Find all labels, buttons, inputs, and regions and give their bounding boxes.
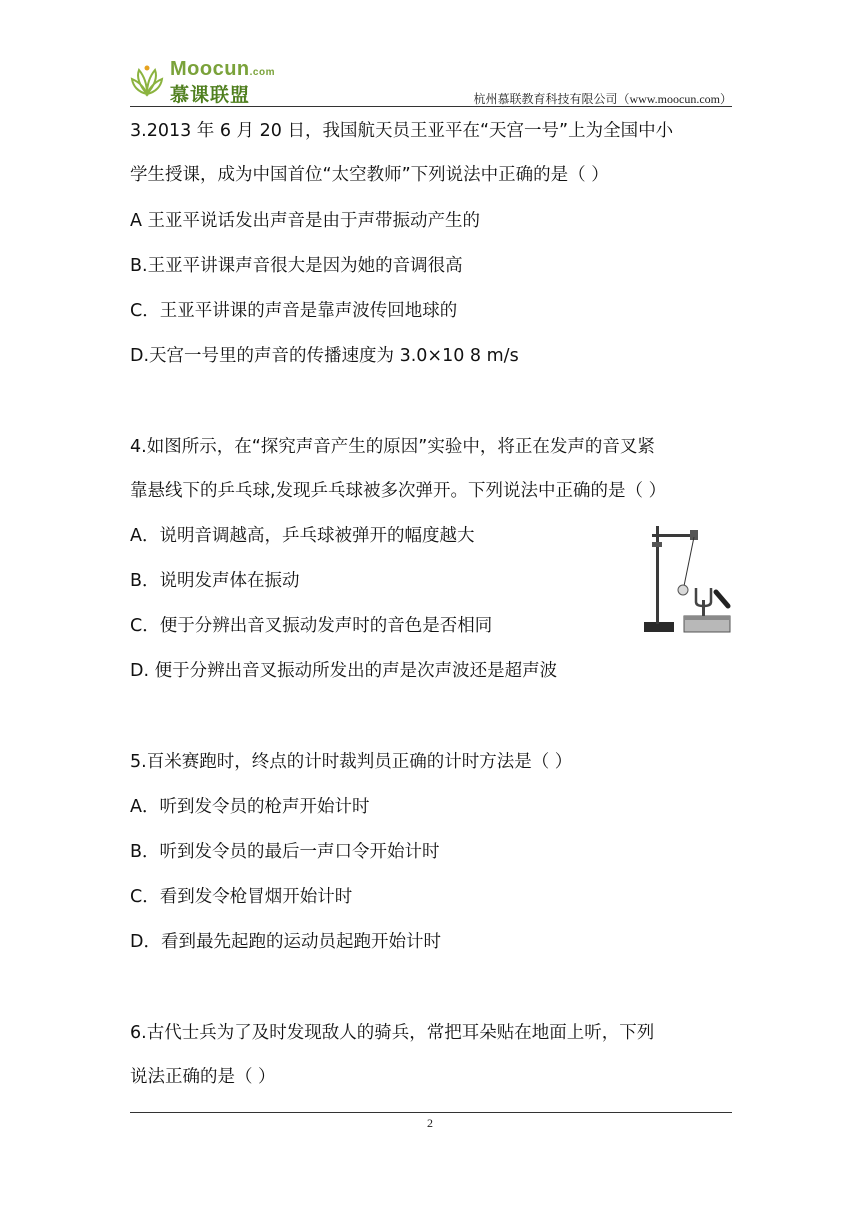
tuning-fork [702, 600, 705, 616]
question-4-option-c: C．便于分辨出音叉振动发声时的音色是否相同 [130, 616, 493, 636]
logo-wordmark: Moocun.com [170, 58, 275, 80]
header-divider [130, 106, 732, 107]
moocun-logo [130, 58, 280, 106]
question-4-text-line-1: 4.如图所示，在“探究声音产生的原因”实验中，将正在发声的音叉紧 [130, 437, 655, 457]
logo-chinese-name: 慕课联盟 [170, 84, 251, 106]
question-5-option-b: B．听到发令员的最后一声口令开始计时 [130, 842, 440, 862]
question-3-option-b: B.王亚平讲课声音很大是因为她的音调很高 [130, 256, 463, 276]
question-4-option-a: A．说明音调越高，乒乓球被弹开的幅度越大 [130, 526, 475, 546]
question-3-option-a: A 王亚平说话发出声音是由于声带振动产生的 [130, 211, 481, 231]
question-4-text-line-2: 靠悬线下的乒乓球,发现乒乓球被多次弹开。下列说法中正确的是（ ） [130, 481, 667, 501]
pendulum-string [684, 537, 694, 586]
question-5-option-d: D．看到最先起跑的运动员起跑开始计时 [130, 932, 441, 952]
stand-arm [652, 534, 696, 537]
leaf-logo-icon [130, 64, 164, 98]
question-3-text-line-2: 学生授课，成为中国首位“太空教师”下列说法中正确的是（ ） [130, 165, 609, 185]
ping-pong-ball [678, 585, 688, 595]
stand-rod [656, 526, 659, 624]
question-3-option-c: C．王亚平讲课的声音是靠声波传回地球的 [130, 301, 458, 321]
tuning-fork-experiment-figure [640, 522, 734, 638]
question-5-text-line-1: 5.百米赛跑时，终点的计时裁判员正确的计时方法是（ ） [130, 752, 573, 772]
question-5-option-c: C．看到发令枪冒烟开始计时 [130, 887, 353, 907]
footer-divider [130, 1112, 732, 1113]
question-6-text-line-2: 说法正确的是（ ） [130, 1067, 276, 1087]
question-5-option-a: A．听到发令员的枪声开始计时 [130, 797, 370, 817]
page-number: 2 [427, 1116, 433, 1130]
question-4-option-d: D. 便于分辨出音叉振动所发出的声是次声波还是超声波 [130, 661, 558, 681]
company-name: 杭州慕联教育科技有限公司（www.moocun.com） [473, 92, 732, 106]
question-4-option-b: B．说明发声体在振动 [130, 571, 300, 591]
question-3-option-d: D.天宫一号里的声音的传播速度为 3.0×10 8 m/s [130, 346, 519, 366]
question-3-text-line-1: 3.2013 年 6 月 20 日，我国航天员王亚平在“天宫一号”上为全国中小 [130, 121, 674, 141]
question-6-text-line-1: 6.古代士兵为了及时发现敌人的骑兵，常把耳朵贴在地面上听，下列 [130, 1023, 655, 1043]
rubber-mallet [716, 592, 728, 606]
